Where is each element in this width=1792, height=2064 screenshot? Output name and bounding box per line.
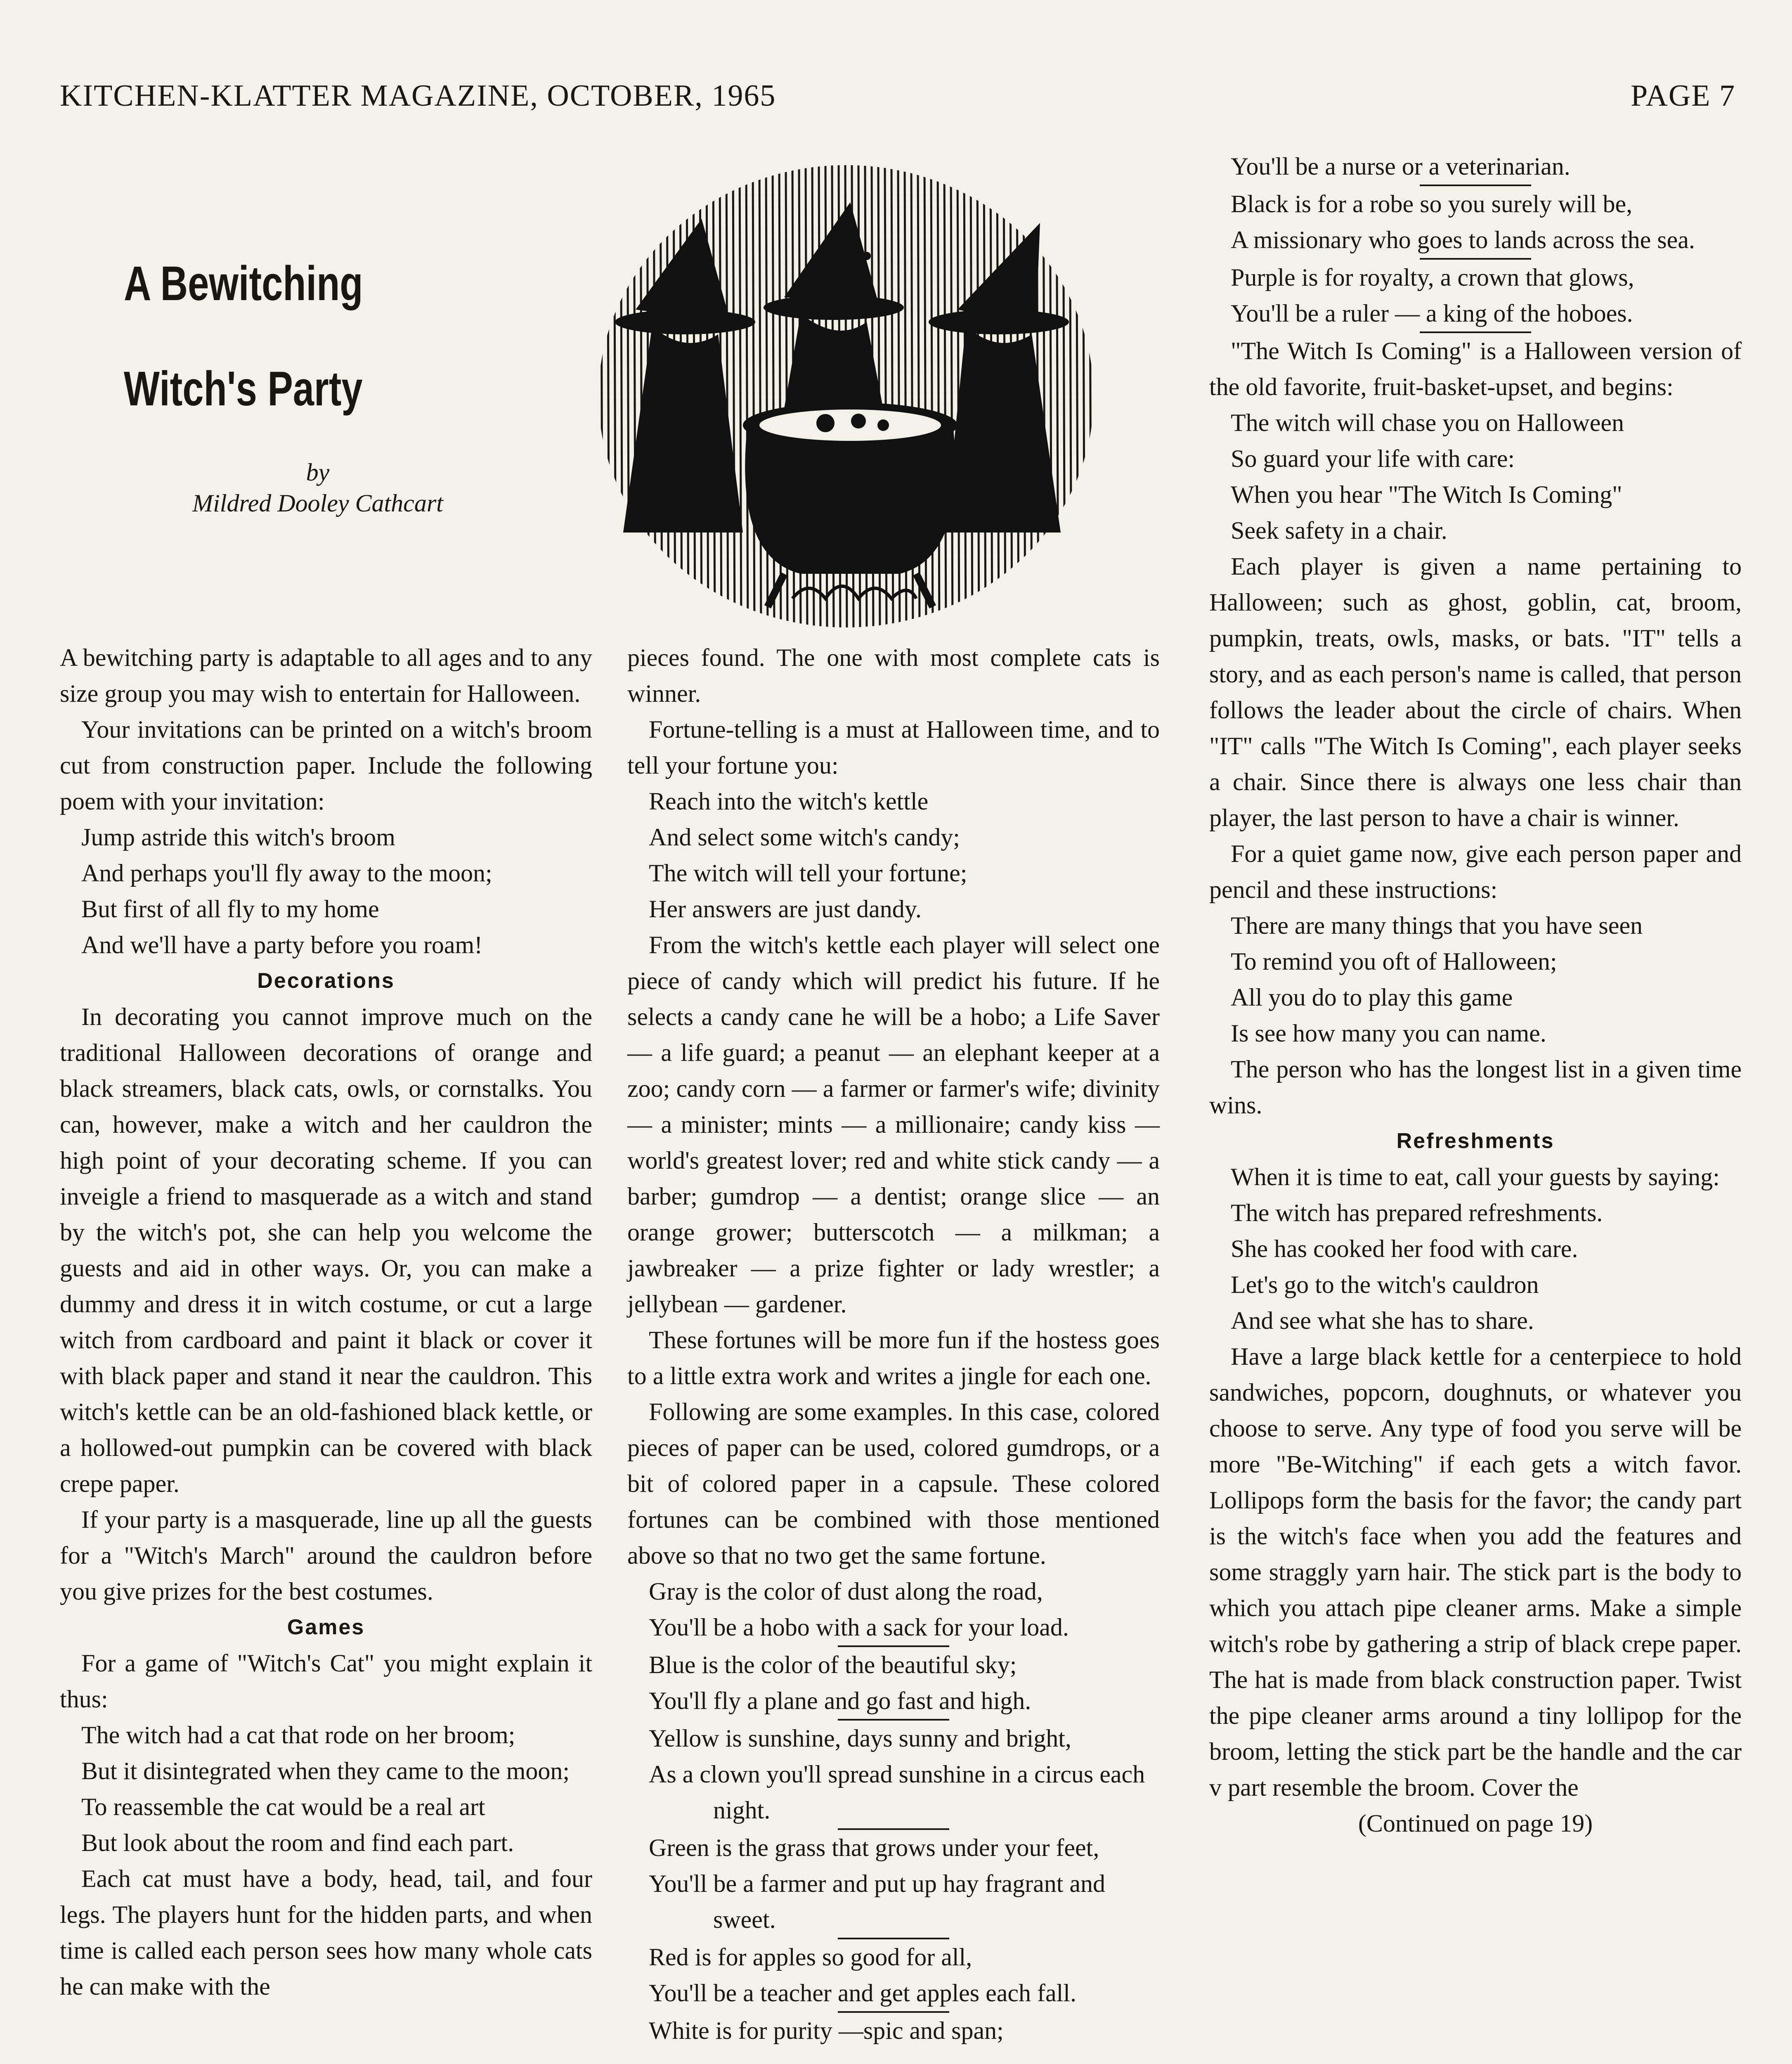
column-2 — [627, 640, 1160, 2049]
invitation-poem — [60, 819, 592, 963]
witch-is-coming-poem — [1209, 405, 1742, 549]
paragraph: Each cat must have a body, head, tail, and four legs. The players hunt for the hidden parts, and when time is called each person sees how many whole cats he can make with the — [60, 1865, 592, 2000]
poem-line: To reassemble the cat would be a real art — [81, 1793, 485, 1820]
jingle-black — [1209, 186, 1742, 258]
poem-line: And select some witch's candy; — [649, 824, 960, 851]
poem-line: Blue is the color of the beautiful sky; — [649, 1651, 1017, 1678]
paragraph: A bewitching party is adaptable to all ages and to any size group you may wish to entertain for Halloween. — [60, 644, 592, 707]
poem-line: The witch has prepared refreshments. — [1231, 1199, 1603, 1226]
article-title — [124, 231, 414, 442]
title-line-2: Witch's Party — [124, 362, 363, 416]
poem-line: Yellow is sunshine, days sunny and bright, — [649, 1725, 1071, 1752]
jingle-white-end — [1209, 149, 1742, 185]
poem-line: Is see how many you can name. — [1231, 1020, 1546, 1047]
poem-line: The witch will chase you on Halloween — [1231, 409, 1624, 436]
jingle-yellow — [627, 1721, 1160, 1828]
section-heading-refreshments: Refreshments — [1396, 1129, 1555, 1153]
poem-line: The witch will tell your fortune; — [649, 859, 967, 887]
poem-line: Gray is the color of dust along the road, — [649, 1578, 1043, 1605]
paragraph: Your invitations can be printed on a witch's broom cut from construction paper. Include the following poem with your invitation: — [60, 716, 592, 815]
poem-line: A missionary who goes to lands across the sea. — [1231, 226, 1695, 253]
witches-cauldron-illustration — [553, 161, 1139, 632]
column-1 — [60, 640, 592, 2005]
poem-line: But look about the room and find each part. — [81, 1829, 514, 1856]
continued-note: (Continued on page 19) — [1358, 1810, 1593, 1837]
jingle-purple — [1209, 260, 1742, 331]
poem-line: And perhaps you'll fly away to the moon; — [81, 859, 492, 887]
magazine-title: KITCHEN-KLATTER MAGAZINE, OCTOBER, 1965 — [60, 79, 776, 113]
poem-line: White is for purity —spic and span; — [649, 2017, 1004, 2044]
quiet-game-poem — [1209, 908, 1742, 1051]
jingle-gray — [627, 1574, 1160, 1645]
witch-center-icon — [764, 202, 904, 409]
paragraph: The person who has the longest list in a given time wins. — [1209, 1056, 1742, 1119]
poem-line: You'll be a teacher and get apples each fall. — [649, 1979, 1076, 2007]
poem-line: Purple is for royalty, a crown that glows, — [1231, 264, 1634, 291]
paragraph: In decorating you cannot improve much on the traditional Halloween decorations of orange and black streamers, black cats, owls, or cornstalks. You can, however, make a witch and her cauldron the high point of your decorating scheme. If you can inveigle a friend to masquerade as a witch and stand by the witch's pot, she can help you welcome the guests and aid in other ways. Or, you can make a dummy and dress it in witch costume, or cut a large witch from cardboard and paint it black or cover it with black paper and stand it near the cauldron. This witch's kettle can be an old-fashioned black kettle, or a hollowed-out pumpkin can be covered with black crepe paper. — [60, 1003, 592, 1497]
poem-line: So guard your life with care: — [1231, 445, 1515, 472]
poem-line: But first of all fly to my home — [81, 895, 379, 923]
poem-line: All you do to play this game — [1231, 984, 1513, 1011]
witchs-cat-poem — [60, 1717, 592, 1861]
paragraph: For a quiet game now, give each person paper and pencil and these instructions: — [1209, 840, 1742, 903]
poem-line: To remind you oft of Halloween; — [1231, 948, 1557, 975]
poem-line: And see what she has to share. — [1231, 1307, 1534, 1334]
poem-line: You'll fly a plane and go fast and high. — [649, 1687, 1031, 1714]
paragraph: "The Witch Is Coming" is a Halloween version of the old favorite, fruit-basket-upset, and begins: — [1209, 337, 1742, 400]
jingle-blue — [627, 1647, 1160, 1719]
paragraph: Following are some examples. In this case, colored pieces of paper can be used, colored gumdrops, or a bit of colored paper in a capsule. These colored fortunes can be combined with those mentioned above so that no two get the same fortune. — [627, 1398, 1160, 1569]
poem-line: Black is for a robe so you surely will be, — [1231, 190, 1633, 218]
poem-line: Red is for apples so good for all, — [649, 1943, 972, 1971]
poem-line: You'll be a ruler — a king of the hoboes. — [1231, 300, 1633, 327]
refreshments-poem — [1209, 1195, 1742, 1339]
poem-line: You'll be a nurse or a veterinarian. — [1231, 153, 1570, 180]
poem-line: You'll be a hobo with a sack for your load. — [649, 1614, 1069, 1641]
jingle-red — [627, 1939, 1160, 2011]
poem-line: When you hear "The Witch Is Coming" — [1231, 481, 1622, 508]
poem-line: As a clown you'll spread sunshine in a circus each night. — [649, 1761, 1145, 1824]
jingle-green — [627, 1830, 1160, 1938]
poem-line: The witch had a cat that rode on her broom; — [81, 1721, 515, 1749]
byline-author: Mildred Dooley Cathcart — [192, 490, 443, 517]
poem-line: Reach into the witch's kettle — [649, 788, 929, 815]
title-line-1: A Bewitching — [124, 256, 363, 311]
paragraph: When it is time to eat, call your guests by saying: — [1231, 1163, 1720, 1191]
poem-line: You'll be a farmer and put up hay fragrant and sweet. — [649, 1870, 1106, 1933]
poem-line: Jump astride this witch's broom — [81, 824, 395, 851]
fortune-poem — [627, 783, 1160, 927]
paragraph: If your party is a masquerade, line up all the guests for a "Witch's March" around the cauldron before you give prizes for the best costumes. — [60, 1506, 592, 1605]
byline-by: by — [306, 459, 330, 486]
paragraph: From the witch's kettle each player will select one piece of candy which will predict his future. If he selects a candy cane he will be a hobo; a Life Saver — a life guard; a peanut — an elephant keeper at a zoo; candy corn — a farmer or farmer's wife; divinity — a minister; mints — a millionaire; candy kiss — world's greatest lover; red and white stick candy — a barber; gumdrop — a dentist; orange slice — an orange grower; butterscotch — a milkman; a jawbreaker — a prize fighter or lady wrestler; a jellybean — gardener. — [627, 931, 1160, 1318]
page-header — [60, 78, 1735, 116]
poem-line: But it disintegrated when they came to the moon; — [81, 1757, 570, 1785]
paragraph: Have a large black kettle for a centerpiece to hold sandwiches, popcorn, doughnuts, or whatever you choose to serve. Any type of food you serve will be more "Be-Witching" if each gets a witch favor. Lollipops form the basis for the favor; the candy part is the witch's face when you add the features and some straggly yarn hair. The stick part is the body to which you attach pipe cleaner arms. Make a simple witch's robe by gathering a strip of black crepe paper. The hat is made from black construction paper. Twist the pipe cleaner arms around a tiny lollipop for the broom, letting the stick part be the handle and the car v part resemble the broom. Cover the — [1209, 1343, 1742, 1801]
poem-line: She has cooked her food with care. — [1231, 1235, 1578, 1262]
section-heading-decorations: Decorations — [257, 969, 395, 993]
jingle-white — [627, 2013, 1160, 2049]
poem-line: Seek safety in a chair. — [1231, 517, 1447, 544]
column-3 — [1209, 149, 1742, 1842]
paragraph: Fortune-telling is a must at Halloween time, and to tell your fortune you: — [627, 716, 1160, 779]
poem-line: Let's go to the witch's cauldron — [1231, 1271, 1539, 1298]
poem-line: There are many things that you have seen — [1231, 912, 1643, 939]
paragraph: pieces found. The one with most complete cats is winner. — [627, 644, 1160, 707]
paragraph: For a game of "Witch's Cat" you might explain it thus: — [60, 1650, 592, 1713]
paragraph: Each player is given a name pertaining to Halloween; such as ghost, goblin, cat, broom, pumpkin, treats, owls, masks, or bats. "IT" tells a story, and as each person's name is called, that person follows the leader about the circle of chairs. When "IT" calls "The Witch Is Coming", each player seeks a chair. Since there is always one less chair than player, the last person to have a chair is winner. — [1209, 553, 1742, 831]
poem-line: Her answers are just dandy. — [649, 895, 922, 923]
poem-line: Green is the grass that grows under your feet, — [649, 1834, 1099, 1861]
page-number: PAGE 7 — [1631, 79, 1735, 113]
paragraph: These fortunes will be more fun if the hostess goes to a little extra work and writes a jingle for each one. — [627, 1326, 1160, 1389]
section-heading-games: Games — [287, 1615, 365, 1639]
poem-line: And we'll have a party before you roam! — [81, 931, 483, 959]
